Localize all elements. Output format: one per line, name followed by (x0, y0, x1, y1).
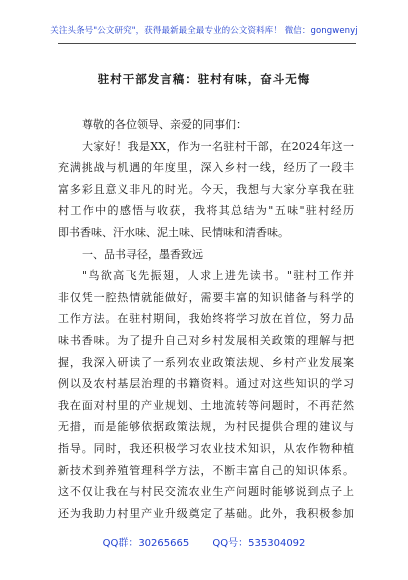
section-heading: 一、品书寻径，墨香致远 (82, 247, 203, 261)
document-title: 驻村干部发言稿：驻村有味，奋斗无悔 (97, 72, 311, 86)
paragraph-line: 指导。同时，我还积极学习农业技术知识，从农作物种植 (58, 441, 354, 455)
qq-group-number: QQ群：30265665 (102, 538, 190, 549)
paragraph-line: 大家好！我是XX，作为一名驻村干部，在2024年这一 (82, 139, 354, 153)
paragraph-line: "鸟欲高飞先振翅，人求上进先读书。"驻村工作并 (82, 269, 354, 283)
paragraph-line: 新技术到养殖管理科学方法，不断丰富自己的知识体系。 (58, 463, 354, 477)
header-divider (58, 43, 356, 44)
paragraph-line: 还为我助力村里产业升级奠定了基础。此外，我积极参加 (58, 506, 354, 520)
document-body (58, 114, 354, 524)
paragraph-line: 工作方法。在驻村期间，我始终将学习放在首位，努力品 (58, 312, 354, 326)
paragraph-line: 握，我深入研读了一系列农业政策法规、乡村产业发展案 (58, 355, 354, 369)
paragraph-line: 无措，而是能够依据政策法规，为村民提供合理的建议与 (58, 420, 354, 434)
paragraph-line: 味书香味。为了提升自己对乡村发展相关政策的理解与把 (58, 333, 354, 347)
paragraph-line: 非仅凭一腔热情就能做好，需要丰富的知识储备与科学的 (58, 290, 354, 304)
paragraph-line: 充满挑战与机遇的年度里，深入乡村一线，经历了一段丰 (58, 161, 354, 175)
paragraph-line: 这不仅让我在与村民交流农业生产问题时能够说到点子上 (58, 485, 354, 499)
footer-contact (0, 534, 408, 549)
paragraph-line: 例以及农村基层治理的书籍资料。通过对这些知识的学习 (58, 377, 354, 391)
header-banner: 关注头条号"公文研究"，获得最新最全最专业的公文资料库！ 微信：gongwenyj (50, 26, 358, 36)
salutation-line: 尊敬的各位领导、亲爱的同事们： (82, 118, 247, 131)
paragraph-line: 即书香味、汗水味、泥土味、民情味和清香味。 (58, 225, 289, 239)
paragraph-line: 富多彩且意义非凡的时光。今天，我想与大家分享我在驻 (58, 182, 354, 196)
paragraph-line: 村工作中的感悟与收获，我将其总结为"五味"驻村经历 (58, 204, 354, 218)
qq-number: QQ号：535304092 (212, 538, 306, 549)
paragraph-line: 我在面对村里的产业规划、土地流转等问题时，不再茫然 (58, 398, 354, 412)
